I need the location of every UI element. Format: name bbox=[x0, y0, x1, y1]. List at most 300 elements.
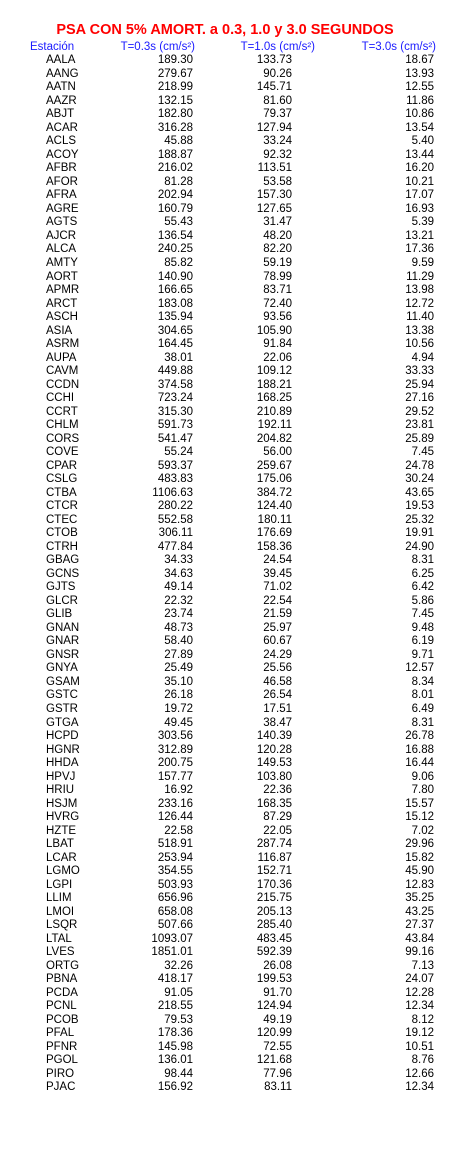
station-cell: AANG bbox=[46, 67, 79, 80]
psa-t30-cell: 8.31 bbox=[411, 716, 434, 729]
psa-t30-cell: 7.45 bbox=[411, 446, 434, 459]
psa-t30-cell: 10.21 bbox=[405, 175, 434, 188]
table-row bbox=[30, 459, 438, 473]
table-row bbox=[30, 608, 438, 622]
table-row bbox=[30, 676, 438, 690]
table-row bbox=[30, 297, 438, 311]
station-cell: ORTG bbox=[46, 959, 80, 972]
psa-t10-cell: 25.97 bbox=[263, 621, 292, 634]
psa-t03-cell: 1093.07 bbox=[151, 932, 193, 945]
station-cell: APMR bbox=[46, 284, 80, 297]
psa-t10-cell: 168.35 bbox=[256, 797, 292, 810]
psa-t10-cell: 46.58 bbox=[263, 675, 292, 688]
station-cell: GTGA bbox=[46, 716, 79, 729]
header-t30: T=3.0s (cm/s²) bbox=[361, 40, 436, 53]
station-cell: CTOB bbox=[46, 527, 78, 540]
table-body bbox=[30, 54, 438, 1095]
psa-t30-cell: 15.12 bbox=[405, 811, 434, 824]
psa-t03-cell: 552.58 bbox=[157, 513, 193, 526]
station-cell: CSLG bbox=[46, 473, 78, 486]
psa-t10-cell: 38.47 bbox=[263, 716, 292, 729]
psa-t10-cell: 180.11 bbox=[257, 513, 292, 526]
psa-t03-cell: 22.32 bbox=[164, 594, 193, 607]
table-row bbox=[30, 203, 438, 217]
station-cell: LBAT bbox=[46, 838, 74, 851]
psa-t10-cell: 56.00 bbox=[263, 446, 292, 459]
psa-t03-cell: 38.01 bbox=[164, 351, 193, 364]
station-cell: LVES bbox=[46, 946, 75, 959]
psa-t30-cell: 16.20 bbox=[405, 162, 434, 175]
table-row bbox=[30, 770, 438, 784]
psa-t03-cell: 182.80 bbox=[157, 108, 193, 121]
station-cell: AATN bbox=[46, 81, 76, 94]
station-cell: LGPI bbox=[46, 878, 73, 891]
table-row bbox=[30, 824, 438, 838]
psa-t30-cell: 25.89 bbox=[405, 432, 434, 445]
table-row bbox=[30, 135, 438, 149]
psa-t03-cell: 218.99 bbox=[157, 81, 193, 94]
station-cell: CTRH bbox=[46, 540, 78, 553]
station-cell: ABJT bbox=[46, 108, 75, 121]
psa-t10-cell: 205.13 bbox=[256, 905, 292, 918]
psa-t30-cell: 12.83 bbox=[405, 878, 434, 891]
psa-t30-cell: 8.12 bbox=[411, 1013, 434, 1026]
psa-t30-cell: 27.37 bbox=[405, 919, 434, 932]
station-cell: HSJM bbox=[46, 797, 78, 810]
psa-t10-cell: 26.54 bbox=[263, 689, 292, 702]
psa-t10-cell: 103.80 bbox=[256, 770, 292, 783]
table-row bbox=[30, 1068, 438, 1082]
psa-t30-cell: 99.16 bbox=[405, 946, 434, 959]
psa-t10-cell: 145.71 bbox=[256, 81, 292, 94]
psa-t10-cell: 83.71 bbox=[263, 284, 292, 297]
station-cell: HPVJ bbox=[46, 770, 76, 783]
psa-t30-cell: 12.55 bbox=[405, 81, 434, 94]
table-row bbox=[30, 162, 438, 176]
psa-t30-cell: 6.42 bbox=[411, 581, 434, 594]
psa-t03-cell: 658.08 bbox=[157, 905, 193, 918]
psa-t03-cell: 48.73 bbox=[164, 621, 193, 634]
psa-t10-cell: 113.51 bbox=[257, 162, 292, 175]
psa-t10-cell: 105.90 bbox=[256, 324, 292, 337]
station-cell: CTEC bbox=[46, 513, 78, 526]
psa-t03-cell: 34.33 bbox=[164, 554, 193, 567]
psa-t30-cell: 24.07 bbox=[405, 973, 434, 986]
psa-t30-cell: 8.01 bbox=[411, 689, 434, 702]
psa-t10-cell: 152.71 bbox=[256, 865, 292, 878]
station-cell: GNAR bbox=[46, 635, 80, 648]
psa-t03-cell: 593.37 bbox=[157, 459, 193, 472]
psa-t10-cell: 93.56 bbox=[263, 311, 292, 324]
station-cell: GJTS bbox=[46, 581, 76, 594]
station-cell: ASRM bbox=[46, 338, 80, 351]
station-cell: AAZR bbox=[46, 94, 77, 107]
station-cell: CORS bbox=[46, 432, 80, 445]
psa-t03-cell: 34.63 bbox=[164, 567, 193, 580]
psa-t03-cell: 315.30 bbox=[157, 405, 193, 418]
psa-t03-cell: 279.67 bbox=[157, 67, 193, 80]
psa-t03-cell: 136.54 bbox=[157, 229, 193, 242]
psa-t03-cell: 202.94 bbox=[157, 189, 193, 202]
psa-t03-cell: 1851.01 bbox=[151, 946, 193, 959]
psa-t10-cell: 82.20 bbox=[263, 243, 292, 256]
psa-t10-cell: 22.54 bbox=[263, 594, 292, 607]
station-cell: GSTR bbox=[46, 703, 78, 715]
psa-t30-cell: 9.59 bbox=[411, 256, 434, 269]
psa-t03-cell: 126.44 bbox=[157, 811, 193, 824]
table-row bbox=[30, 581, 438, 595]
psa-t10-cell: 22.05 bbox=[263, 824, 292, 837]
table-row bbox=[30, 419, 438, 433]
station-cell: AGTS bbox=[46, 216, 78, 229]
station-cell: LTAL bbox=[46, 932, 72, 945]
table-row bbox=[30, 149, 438, 163]
psa-t10-cell: 92.32 bbox=[263, 148, 292, 161]
station-cell: PIRO bbox=[46, 1067, 75, 1080]
psa-t30-cell: 5.40 bbox=[411, 135, 434, 148]
psa-t03-cell: 200.75 bbox=[157, 757, 193, 770]
psa-t03-cell: 1106.63 bbox=[152, 486, 193, 499]
psa-t03-cell: 26.18 bbox=[164, 689, 193, 702]
psa-t30-cell: 19.12 bbox=[405, 1027, 434, 1040]
station-cell: AJCR bbox=[46, 229, 77, 242]
psa-t03-cell: 25.49 bbox=[164, 662, 193, 675]
psa-t30-cell: 30.24 bbox=[405, 473, 434, 486]
psa-t03-cell: 303.56 bbox=[157, 730, 193, 743]
table-row bbox=[30, 919, 438, 933]
psa-t30-cell: 29.96 bbox=[405, 838, 434, 851]
psa-t03-cell: 518.91 bbox=[157, 838, 193, 851]
psa-t10-cell: 39.45 bbox=[263, 567, 292, 580]
psa-t03-cell: 656.96 bbox=[157, 892, 193, 905]
station-cell: LCAR bbox=[46, 851, 77, 864]
psa-t10-cell: 59.19 bbox=[263, 256, 292, 269]
psa-t30-cell: 5.39 bbox=[411, 216, 434, 229]
station-cell: AUPA bbox=[46, 351, 77, 364]
psa-t30-cell: 7.02 bbox=[411, 824, 434, 837]
psa-t10-cell: 90.26 bbox=[263, 67, 292, 80]
station-cell: GBAG bbox=[46, 554, 80, 567]
station-cell: GCNS bbox=[46, 567, 80, 580]
station-cell: PBNA bbox=[46, 973, 78, 986]
psa-t30-cell: 13.98 bbox=[405, 284, 434, 297]
table-row bbox=[30, 595, 438, 609]
station-cell: HCPD bbox=[46, 730, 79, 743]
table-row bbox=[30, 378, 438, 392]
table-row bbox=[30, 568, 438, 582]
psa-t30-cell: 8.34 bbox=[411, 675, 434, 688]
table-row bbox=[30, 405, 438, 419]
psa-t10-cell: 127.65 bbox=[256, 202, 292, 215]
station-cell: GSAM bbox=[46, 675, 80, 688]
station-cell: AFOR bbox=[46, 175, 78, 188]
station-cell: LMOI bbox=[46, 905, 75, 918]
psa-t30-cell: 4.94 bbox=[411, 351, 434, 364]
psa-t03-cell: 166.65 bbox=[157, 284, 193, 297]
table-row bbox=[30, 554, 438, 568]
psa-t03-cell: 19.72 bbox=[164, 703, 193, 715]
psa-t30-cell: 10.56 bbox=[405, 338, 434, 351]
station-cell: ACLS bbox=[46, 135, 77, 148]
psa-t30-cell: 12.72 bbox=[405, 297, 434, 310]
table-row bbox=[30, 270, 438, 284]
psa-t10-cell: 24.54 bbox=[263, 554, 292, 567]
psa-t30-cell: 11.40 bbox=[406, 311, 434, 324]
psa-t10-cell: 121.68 bbox=[256, 1054, 292, 1067]
psa-t30-cell: 6.19 bbox=[411, 635, 434, 648]
station-cell: AFRA bbox=[46, 189, 77, 202]
psa-t03-cell: 188.87 bbox=[157, 148, 193, 161]
psa-t03-cell: 304.65 bbox=[157, 324, 193, 337]
psa-t10-cell: 149.53 bbox=[256, 757, 292, 770]
table-row bbox=[30, 730, 438, 744]
psa-t03-cell: 132.15 bbox=[157, 94, 193, 107]
psa-t10-cell: 81.60 bbox=[263, 94, 292, 107]
table-row bbox=[30, 716, 438, 730]
psa-t30-cell: 24.90 bbox=[405, 540, 434, 553]
psa-t30-cell: 25.32 bbox=[405, 513, 434, 526]
station-cell: AGRE bbox=[46, 202, 79, 215]
table-row bbox=[30, 757, 438, 771]
psa-t03-cell: 22.58 bbox=[164, 824, 193, 837]
table-row bbox=[30, 743, 438, 757]
table-row bbox=[30, 1081, 438, 1095]
station-cell: PJAC bbox=[46, 1081, 76, 1094]
station-cell: AFBR bbox=[46, 162, 77, 175]
table-row bbox=[30, 311, 438, 325]
station-cell: HGNR bbox=[46, 743, 80, 756]
psa-t30-cell: 16.44 bbox=[405, 757, 434, 770]
psa-t10-cell: 483.45 bbox=[256, 932, 292, 945]
table-row bbox=[30, 365, 438, 379]
table-row bbox=[30, 473, 438, 487]
psa-t03-cell: 253.94 bbox=[157, 851, 193, 864]
psa-t30-cell: 17.07 bbox=[405, 189, 434, 202]
psa-t03-cell: 240.25 bbox=[157, 243, 193, 256]
table-row bbox=[30, 392, 438, 406]
station-cell: GLCR bbox=[46, 594, 78, 607]
psa-t30-cell: 45.90 bbox=[405, 865, 434, 878]
table-row bbox=[30, 960, 438, 974]
psa-t10-cell: 72.40 bbox=[263, 297, 292, 310]
station-cell: PCNL bbox=[46, 1000, 77, 1013]
table-row bbox=[30, 176, 438, 190]
psa-t10-cell: 33.24 bbox=[263, 135, 292, 148]
psa-t03-cell: 85.82 bbox=[164, 256, 193, 269]
station-cell: COVE bbox=[46, 446, 79, 459]
psa-t03-cell: 32.26 bbox=[164, 959, 193, 972]
station-cell: GLIB bbox=[46, 608, 73, 621]
table-row bbox=[30, 527, 438, 541]
station-cell: GNAN bbox=[46, 621, 80, 634]
psa-t30-cell: 12.34 bbox=[405, 1081, 434, 1094]
psa-t03-cell: 79.53 bbox=[164, 1013, 193, 1026]
psa-t03-cell: 135.94 bbox=[157, 311, 193, 324]
psa-t30-cell: 13.21 bbox=[405, 229, 434, 242]
psa-t30-cell: 7.45 bbox=[411, 608, 434, 621]
table-row bbox=[30, 338, 438, 352]
psa-t10-cell: 285.40 bbox=[256, 919, 292, 932]
psa-t10-cell: 72.55 bbox=[263, 1040, 292, 1053]
table-row bbox=[30, 784, 438, 798]
station-cell: HZTE bbox=[46, 824, 77, 837]
station-cell: PFNR bbox=[46, 1040, 78, 1053]
table-row bbox=[30, 122, 438, 136]
psa-t10-cell: 124.40 bbox=[256, 500, 292, 513]
header-t10: T=1.0s (cm/s²) bbox=[240, 40, 315, 53]
psa-t03-cell: 178.36 bbox=[157, 1027, 193, 1040]
psa-t10-cell: 168.25 bbox=[256, 392, 292, 405]
psa-t30-cell: 11.29 bbox=[406, 270, 434, 283]
psa-t10-cell: 215.75 bbox=[256, 892, 292, 905]
station-cell: AMTY bbox=[46, 256, 78, 269]
station-cell: CPAR bbox=[46, 459, 78, 472]
psa-t10-cell: 24.29 bbox=[263, 648, 292, 661]
table-row bbox=[30, 243, 438, 257]
station-cell: CTCR bbox=[46, 500, 78, 513]
table-row bbox=[30, 892, 438, 906]
psa-t03-cell: 280.22 bbox=[157, 500, 193, 513]
station-cell: GSTC bbox=[46, 689, 78, 702]
psa-t30-cell: 23.81 bbox=[405, 419, 434, 432]
station-cell: HVRG bbox=[46, 811, 80, 824]
table-row bbox=[30, 257, 438, 271]
psa-t10-cell: 192.11 bbox=[257, 419, 292, 432]
station-cell: GNSR bbox=[46, 648, 80, 661]
psa-t30-cell: 11.86 bbox=[406, 94, 434, 107]
psa-t03-cell: 507.66 bbox=[157, 919, 193, 932]
psa-t03-cell: 160.79 bbox=[157, 202, 193, 215]
psa-t10-cell: 91.84 bbox=[263, 338, 292, 351]
table-row bbox=[30, 514, 438, 528]
table-row bbox=[30, 987, 438, 1001]
table-row bbox=[30, 284, 438, 298]
psa-t30-cell: 10.86 bbox=[405, 108, 434, 121]
psa-t30-cell: 12.66 bbox=[405, 1067, 434, 1080]
header-t03: T=0.3s (cm/s²) bbox=[120, 40, 195, 53]
table-row bbox=[30, 851, 438, 865]
psa-t03-cell: 164.45 bbox=[157, 338, 193, 351]
psa-t30-cell: 10.51 bbox=[405, 1040, 434, 1053]
table-row bbox=[30, 68, 438, 82]
psa-t10-cell: 49.19 bbox=[263, 1013, 292, 1026]
psa-t30-cell: 26.78 bbox=[405, 730, 434, 743]
psa-t10-cell: 127.94 bbox=[256, 121, 292, 134]
psa-t10-cell: 176.69 bbox=[256, 527, 292, 540]
station-cell: PCOB bbox=[46, 1013, 79, 1026]
station-cell: AALA bbox=[46, 54, 76, 67]
table-row bbox=[30, 865, 438, 879]
psa-t10-cell: 170.36 bbox=[256, 878, 292, 891]
psa-t10-cell: 158.36 bbox=[256, 540, 292, 553]
psa-t03-cell: 58.40 bbox=[164, 635, 193, 648]
table-row bbox=[30, 703, 438, 717]
psa-t10-cell: 188.21 bbox=[256, 378, 292, 391]
psa-t10-cell: 91.70 bbox=[263, 986, 292, 999]
table-row bbox=[30, 446, 438, 460]
table-row bbox=[30, 216, 438, 230]
psa-t03-cell: 316.28 bbox=[157, 121, 193, 134]
psa-t03-cell: 156.92 bbox=[157, 1081, 193, 1094]
psa-t03-cell: 723.24 bbox=[157, 392, 193, 405]
psa-t03-cell: 45.88 bbox=[164, 135, 193, 148]
psa-t30-cell: 15.57 bbox=[405, 797, 434, 810]
station-cell: ARCT bbox=[46, 297, 78, 310]
table-row bbox=[30, 838, 438, 852]
psa-t10-cell: 109.12 bbox=[256, 365, 292, 378]
station-cell: CHLM bbox=[46, 419, 79, 432]
psa-t10-cell: 77.96 bbox=[263, 1067, 292, 1080]
psa-t03-cell: 503.93 bbox=[157, 878, 193, 891]
table-row bbox=[30, 905, 438, 919]
table-row bbox=[30, 946, 438, 960]
psa-t10-cell: 175.06 bbox=[256, 473, 292, 486]
psa-t03-cell: 591.73 bbox=[157, 419, 193, 432]
table-row bbox=[30, 797, 438, 811]
psa-t10-cell: 17.51 bbox=[263, 703, 292, 715]
table-row bbox=[30, 432, 438, 446]
station-cell: PCDA bbox=[46, 986, 78, 999]
station-cell: ACAR bbox=[46, 121, 78, 134]
station-cell: CCHI bbox=[46, 392, 75, 405]
psa-t03-cell: 216.02 bbox=[157, 162, 193, 175]
psa-t30-cell: 33.33 bbox=[405, 365, 434, 378]
table-row bbox=[30, 95, 438, 109]
station-cell: ACOY bbox=[46, 148, 79, 161]
psa-t30-cell: 43.25 bbox=[405, 905, 434, 918]
psa-t10-cell: 116.87 bbox=[257, 851, 292, 864]
psa-t10-cell: 592.39 bbox=[256, 946, 292, 959]
table-row bbox=[30, 811, 438, 825]
psa-t30-cell: 35.25 bbox=[405, 892, 434, 905]
table-row bbox=[30, 81, 438, 95]
station-cell: ALCA bbox=[46, 243, 77, 256]
table-row bbox=[30, 500, 438, 514]
psa-t10-cell: 140.39 bbox=[256, 730, 292, 743]
psa-t03-cell: 55.43 bbox=[164, 216, 193, 229]
table-row bbox=[30, 108, 438, 122]
table-row bbox=[30, 973, 438, 987]
psa-t10-cell: 124.94 bbox=[256, 1000, 292, 1013]
psa-t10-cell: 21.59 bbox=[263, 608, 292, 621]
station-cell: ASIA bbox=[46, 324, 73, 337]
header-station: Estación bbox=[30, 40, 75, 53]
station-cell: GNYA bbox=[46, 662, 78, 675]
table-row bbox=[30, 1014, 438, 1028]
psa-t03-cell: 16.92 bbox=[164, 784, 193, 797]
psa-t10-cell: 71.02 bbox=[263, 581, 292, 594]
station-cell: CTBA bbox=[46, 486, 77, 499]
psa-t30-cell: 7.80 bbox=[411, 784, 434, 797]
psa-t30-cell: 24.78 bbox=[405, 459, 434, 472]
table-row bbox=[30, 1041, 438, 1055]
psa-t10-cell: 53.58 bbox=[263, 175, 292, 188]
psa-t30-cell: 29.52 bbox=[405, 405, 434, 418]
psa-t30-cell: 12.57 bbox=[405, 662, 434, 675]
psa-t10-cell: 60.67 bbox=[263, 635, 292, 648]
table-row bbox=[30, 878, 438, 892]
psa-t03-cell: 189.30 bbox=[157, 54, 193, 67]
station-cell: LGMO bbox=[46, 865, 80, 878]
psa-t30-cell: 8.76 bbox=[411, 1054, 434, 1067]
psa-t10-cell: 287.74 bbox=[256, 838, 292, 851]
psa-t30-cell: 19.91 bbox=[405, 527, 434, 540]
psa-t03-cell: 218.55 bbox=[157, 1000, 193, 1013]
station-cell: CCRT bbox=[46, 405, 78, 418]
table-row bbox=[30, 622, 438, 636]
table-row bbox=[30, 189, 438, 203]
psa-t10-cell: 133.73 bbox=[256, 54, 292, 67]
